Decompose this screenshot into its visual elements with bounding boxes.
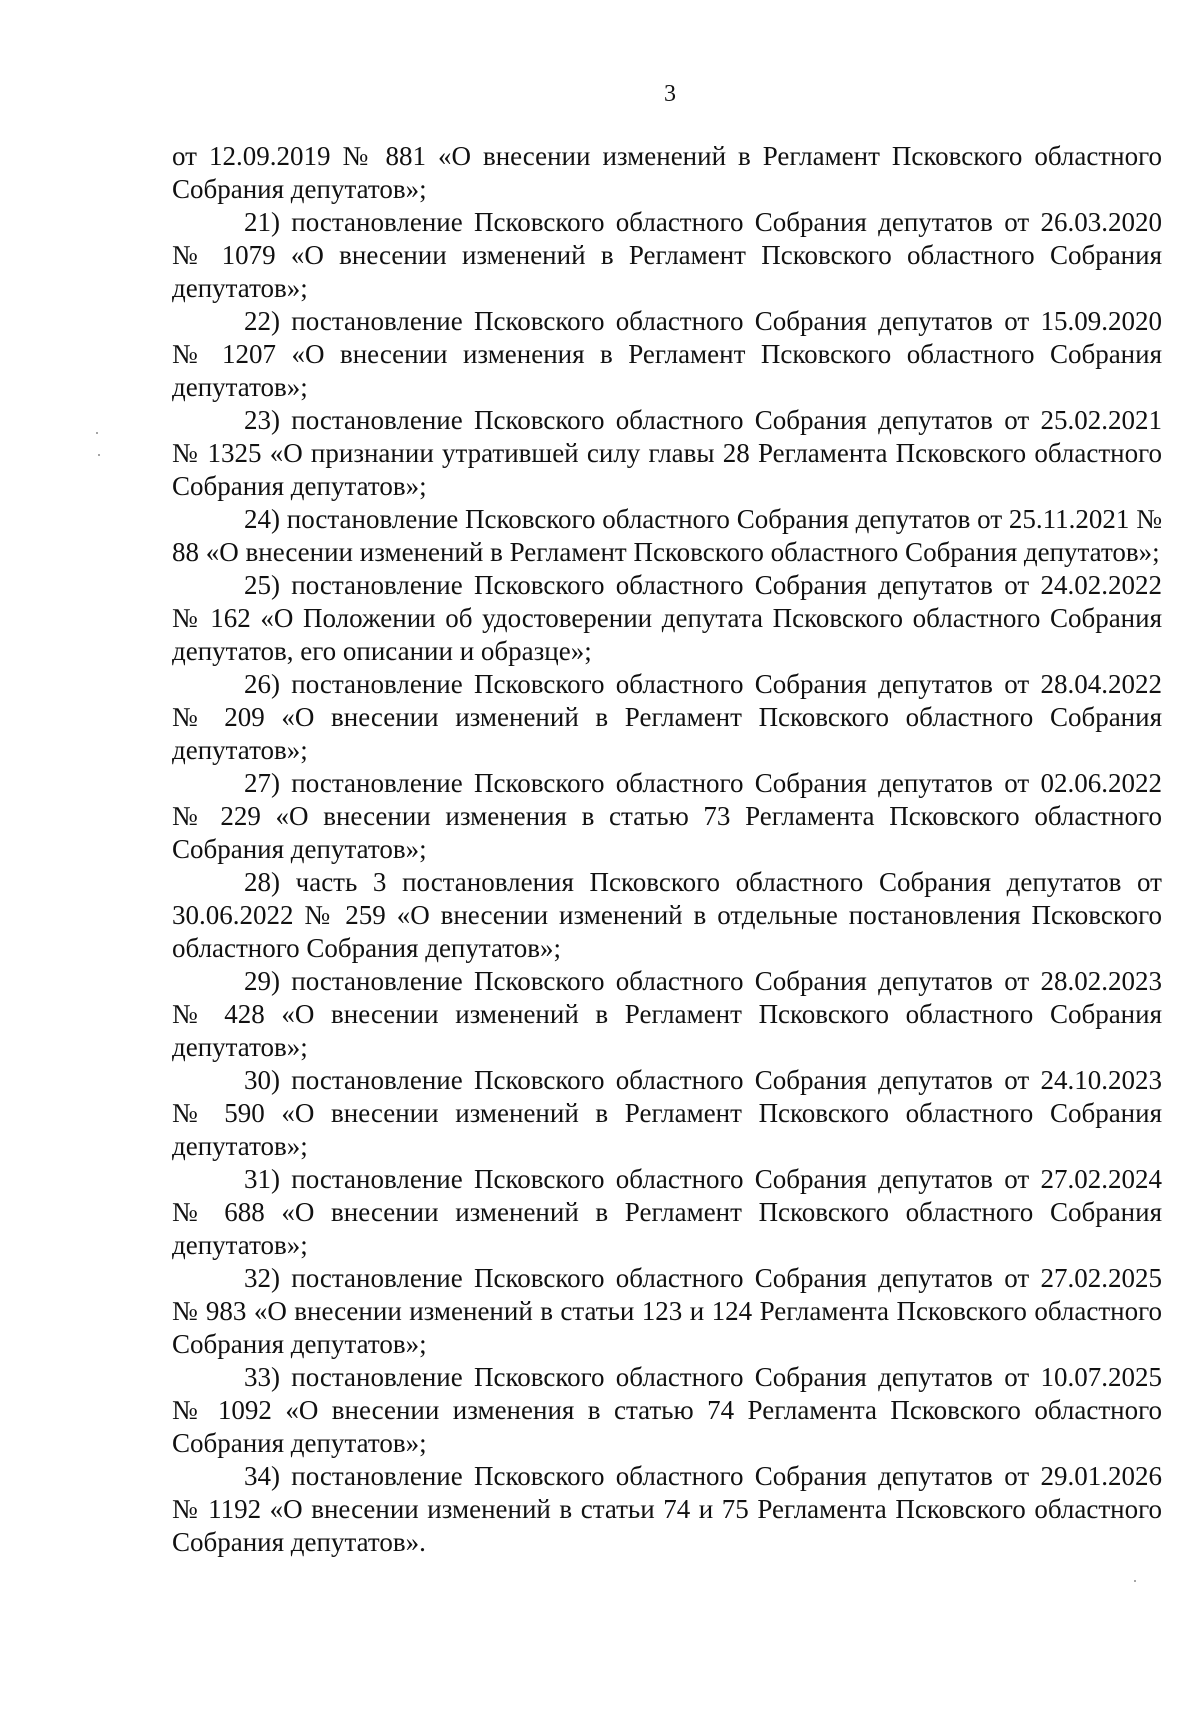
list-item-21: 21) постановление Псковского областного Собрания депутатов от 26.03.2020 № 1079 «О внесении изменений в Регламент Псковского областного Собрания депутатов»;: [172, 207, 1162, 303]
continuation-paragraph: от 12.09.2019 № 881 «О внесении изменений в Регламент Псковского областного Собрания депутатов»;: [172, 141, 1162, 204]
page-number: 3: [664, 81, 676, 107]
scan-speck: [98, 454, 100, 456]
list-item-23: 23) постановление Псковского областного Собрания депутатов от 25.02.2021 № 1325 «О признании утратившей силу главы 28 Регламента Псковского областного Собрания депутатов»;: [172, 405, 1162, 501]
list-item-22: 22) постановление Псковского областного Собрания депутатов от 15.09.2020 № 1207 «О внесении изменения в Регламент Псковского областного Собрания депутатов»;: [172, 306, 1162, 402]
list-item-33: 33) постановление Псковского областного Собрания депутатов от 10.07.2025 № 1092 «О внесении изменения в статью 74 Регламента Псковского областного Собрания депутатов»;: [172, 1362, 1162, 1458]
list-item-24: 24) постановление Псковского областного Собрания депутатов от 25.11.2021 № 88 «О внесении изменений в Регламент Псковского областного Собрания депутатов»;: [172, 504, 1162, 567]
list-item-28: 28) часть 3 постановления Псковского областного Собрания депутатов от 30.06.2022 № 259 «О внесении изменений в отдельные постановления Псковского областного Собрания депутатов»;: [172, 867, 1162, 963]
list-item-29: 29) постановление Псковского областного Собрания депутатов от 28.02.2023 № 428 «О внесении изменений в Регламент Псковского областного Собрания депутатов»;: [172, 966, 1162, 1062]
scan-speck: [1134, 1580, 1136, 1582]
list-item-25: 25) постановление Псковского областного Собрания депутатов от 24.02.2022 № 162 «О Положении об удостоверении депутата Псковского областного Собрания депутатов, его описании и образце»;: [172, 570, 1162, 666]
list-item-31: 31) постановление Псковского областного Собрания депутатов от 27.02.2024 № 688 «О внесении изменений в Регламент Псковского областного Собрания депутатов»;: [172, 1164, 1162, 1260]
list-item-30: 30) постановление Псковского областного Собрания депутатов от 24.10.2023 № 590 «О внесении изменений в Регламент Псковского областного Собрания депутатов»;: [172, 1065, 1162, 1161]
list-item-32: 32) постановление Псковского областного Собрания депутатов от 27.02.2025 № 983 «О внесении изменений в статьи 123 и 124 Регламента Псковского областного Собрания депутатов»;: [172, 1263, 1162, 1359]
list-item-34: 34) постановление Псковского областного Собрания депутатов от 29.01.2026 № 1192 «О внесении изменений в статьи 74 и 75 Регламента Псковского областного Собрания депутатов».: [172, 1461, 1162, 1557]
scan-speck: [96, 432, 98, 434]
document-body: [172, 140, 1162, 1559]
list-item-26: 26) постановление Псковского областного Собрания депутатов от 28.04.2022 № 209 «О внесении изменений в Регламент Псковского областного Собрания депутатов»;: [172, 669, 1162, 765]
list-item-27: 27) постановление Псковского областного Собрания депутатов от 02.06.2022 № 229 «О внесении изменения в статью 73 Регламента Псковского областного Собрания депутатов»;: [172, 768, 1162, 864]
